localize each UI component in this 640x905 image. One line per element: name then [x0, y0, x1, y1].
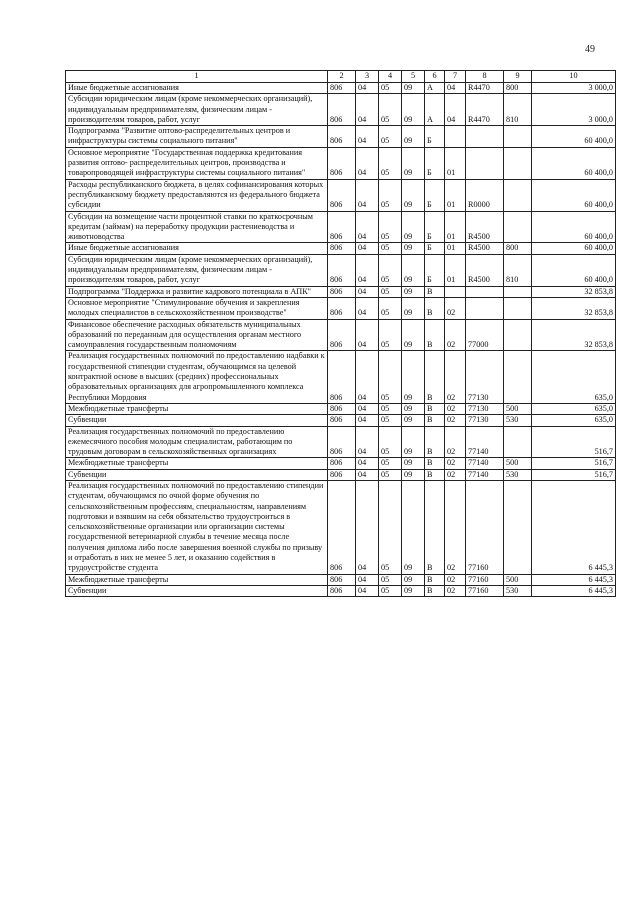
- cell-subsection: 05: [379, 126, 402, 148]
- cell-expense-type: [504, 211, 532, 243]
- cell-program: 09: [402, 83, 425, 94]
- col-header: 8: [466, 71, 504, 83]
- cell-ministry: 806: [328, 211, 356, 243]
- table-row: [66, 243, 616, 254]
- cell-event: [445, 126, 466, 148]
- cell-subsection: 05: [379, 469, 402, 480]
- cell-direction: R4470: [466, 83, 504, 94]
- cell-subsection: 05: [379, 351, 402, 403]
- table-row: [66, 297, 616, 319]
- cell-expense-type: 500: [504, 574, 532, 585]
- cell-event: 02: [445, 585, 466, 596]
- row-name: Подпрограмма "Поддержка и развитие кадрового потенциала в АПК": [66, 286, 328, 297]
- cell-ministry: 806: [328, 94, 356, 126]
- row-name: Субвенции: [66, 415, 328, 426]
- cell-event: 02: [445, 403, 466, 414]
- cell-direction: [466, 147, 504, 179]
- cell-expense-type: [504, 297, 532, 319]
- cell-program: 09: [402, 286, 425, 297]
- table-row: [66, 94, 616, 126]
- cell-amount: 635,0: [532, 351, 616, 403]
- cell-direction: R4500: [466, 211, 504, 243]
- cell-amount: 60 400,0: [532, 254, 616, 286]
- cell-ministry: 806: [328, 574, 356, 585]
- cell-amount: 3 000,0: [532, 83, 616, 94]
- cell-subsection: 05: [379, 585, 402, 596]
- cell-direction: [466, 126, 504, 148]
- table-row: [66, 126, 616, 148]
- cell-subprogram: В: [425, 469, 445, 480]
- cell-subprogram: В: [425, 480, 445, 574]
- cell-program: 09: [402, 297, 425, 319]
- cell-program: 09: [402, 351, 425, 403]
- row-name: Реализация государственных полномочий по предоставлению ежемесячного пособия молодым специалистам, работающим по трудовым договорам в сельскохозяйственных организациях: [66, 426, 328, 458]
- cell-direction: R4500: [466, 243, 504, 254]
- cell-subsection: 05: [379, 480, 402, 574]
- cell-subprogram: Б: [425, 254, 445, 286]
- cell-program: 09: [402, 469, 425, 480]
- table-row: [66, 83, 616, 94]
- cell-subprogram: Б: [425, 147, 445, 179]
- cell-expense-type: [504, 480, 532, 574]
- cell-section: 04: [356, 211, 379, 243]
- cell-expense-type: [504, 426, 532, 458]
- cell-subprogram: В: [425, 297, 445, 319]
- cell-subsection: 05: [379, 243, 402, 254]
- row-name: Субвенции: [66, 585, 328, 596]
- page-number: 49: [585, 44, 595, 55]
- cell-subprogram: В: [425, 286, 445, 297]
- row-name: Финансовое обеспечение расходных обязательств муниципальных образований по переданным для осуществления органам местного самоуправления государственным полномочиям: [66, 319, 328, 351]
- table-row: [66, 574, 616, 585]
- cell-program: 09: [402, 126, 425, 148]
- cell-program: 09: [402, 415, 425, 426]
- cell-direction: 77140: [466, 458, 504, 469]
- cell-ministry: 806: [328, 126, 356, 148]
- cell-program: 09: [402, 585, 425, 596]
- cell-amount: 60 400,0: [532, 211, 616, 243]
- row-name: Межбюджетные трансферты: [66, 574, 328, 585]
- cell-section: 04: [356, 469, 379, 480]
- table-row: [66, 480, 616, 574]
- cell-section: 04: [356, 319, 379, 351]
- cell-subsection: 05: [379, 403, 402, 414]
- cell-amount: 32 853,8: [532, 319, 616, 351]
- cell-subprogram: Б: [425, 179, 445, 211]
- cell-amount: 6 445,3: [532, 585, 616, 596]
- cell-subprogram: Б: [425, 243, 445, 254]
- cell-expense-type: 500: [504, 458, 532, 469]
- cell-subprogram: В: [425, 458, 445, 469]
- cell-ministry: 806: [328, 147, 356, 179]
- row-name: Расходы республиканского бюджета, в целях софинансирования которых республиканскому бюджету предоставляются из федерального бюджета субсидии: [66, 179, 328, 211]
- cell-direction: R0000: [466, 179, 504, 211]
- cell-ministry: 806: [328, 585, 356, 596]
- cell-section: 04: [356, 94, 379, 126]
- cell-event: 02: [445, 426, 466, 458]
- cell-direction: R4500: [466, 254, 504, 286]
- cell-section: 04: [356, 351, 379, 403]
- cell-section: 04: [356, 254, 379, 286]
- cell-amount: 516,7: [532, 426, 616, 458]
- cell-event: [445, 286, 466, 297]
- cell-section: 04: [356, 426, 379, 458]
- table-row: [66, 469, 616, 480]
- cell-section: 04: [356, 286, 379, 297]
- cell-expense-type: [504, 179, 532, 211]
- cell-subsection: 05: [379, 179, 402, 211]
- row-name: Иные бюджетные ассигнования: [66, 83, 328, 94]
- col-header: 9: [504, 71, 532, 83]
- cell-direction: 77160: [466, 574, 504, 585]
- cell-subsection: 05: [379, 83, 402, 94]
- cell-section: 04: [356, 415, 379, 426]
- cell-program: 09: [402, 480, 425, 574]
- cell-expense-type: [504, 351, 532, 403]
- cell-subsection: 05: [379, 415, 402, 426]
- cell-amount: 516,7: [532, 458, 616, 469]
- cell-direction: 77130: [466, 351, 504, 403]
- cell-ministry: 806: [328, 415, 356, 426]
- budget-table: [65, 70, 616, 597]
- cell-subprogram: Б: [425, 126, 445, 148]
- row-name: Субвенции: [66, 469, 328, 480]
- cell-event: 01: [445, 179, 466, 211]
- col-header: 7: [445, 71, 466, 83]
- row-name: Реализация государственных полномочий по предоставлению надбавки к государственной стипендии студентам, обучающимся на целевой контрактной основе в высших (средних) профессиональных образовательных организациях для агропромышленного комплекса Республики Мордовия: [66, 351, 328, 403]
- cell-section: 04: [356, 147, 379, 179]
- cell-amount: 516,7: [532, 469, 616, 480]
- cell-section: 04: [356, 403, 379, 414]
- cell-expense-type: 810: [504, 254, 532, 286]
- cell-expense-type: 810: [504, 94, 532, 126]
- table-row: [66, 403, 616, 414]
- cell-subsection: 05: [379, 319, 402, 351]
- cell-event: 02: [445, 469, 466, 480]
- cell-event: 01: [445, 211, 466, 243]
- cell-event: 04: [445, 94, 466, 126]
- cell-section: 04: [356, 585, 379, 596]
- cell-subsection: 05: [379, 147, 402, 179]
- cell-ministry: 806: [328, 286, 356, 297]
- row-name: Субсидии юридическим лицам (кроме некоммерческих организаций), индивидуальным предпринимателям, физическим лицам - производителям товаров, работ, услуг: [66, 94, 328, 126]
- row-name: Реализация государственных полномочий по предоставлению стипендии студентам, обучающимся по очной форме обучения по сельскохозяйственным профессиям, специальностям, направлениям подготовки и взявшим на себя обязательство трудоустроиться в сельскохозяйственные организации или организации системы государственной ветеринарной службы в течение месяца после получения диплома либо после завершения военной службы по призыву и отработать в них не менее 5 лет, и оказанию содействия в трудоустройстве студента: [66, 480, 328, 574]
- cell-direction: 77140: [466, 426, 504, 458]
- cell-amount: 6 445,3: [532, 480, 616, 574]
- cell-section: 04: [356, 126, 379, 148]
- cell-section: 04: [356, 480, 379, 574]
- cell-ministry: 806: [328, 254, 356, 286]
- cell-program: 09: [402, 458, 425, 469]
- cell-event: 02: [445, 458, 466, 469]
- table-row: [66, 458, 616, 469]
- cell-ministry: 806: [328, 426, 356, 458]
- cell-program: 09: [402, 254, 425, 286]
- cell-expense-type: 530: [504, 585, 532, 596]
- cell-subprogram: В: [425, 319, 445, 351]
- table-row: [66, 351, 616, 403]
- row-name: Межбюджетные трансферты: [66, 403, 328, 414]
- col-header: 6: [425, 71, 445, 83]
- cell-event: 02: [445, 319, 466, 351]
- cell-direction: 77130: [466, 403, 504, 414]
- row-name: Подпрограмма "Развитие оптово-распределительных центров и инфраструктуры системы социального питания": [66, 126, 328, 148]
- col-header: 4: [379, 71, 402, 83]
- row-name: Основное мероприятие "Стимулирование обучения и закрепления молодых специалистов в сельскохозяйственном производстве": [66, 297, 328, 319]
- cell-event: 02: [445, 415, 466, 426]
- cell-subprogram: А: [425, 94, 445, 126]
- cell-direction: 77000: [466, 319, 504, 351]
- cell-subsection: 05: [379, 458, 402, 469]
- cell-ministry: 806: [328, 403, 356, 414]
- cell-direction: R4470: [466, 94, 504, 126]
- cell-event: 01: [445, 254, 466, 286]
- cell-direction: 77130: [466, 415, 504, 426]
- cell-section: 04: [356, 297, 379, 319]
- cell-section: 04: [356, 83, 379, 94]
- table-row: [66, 211, 616, 243]
- row-name: Основное мероприятие "Государственная поддержка кредитования развития оптово- распределительных центров, производства и товаропроводящей инфраструктуры системы социального питания": [66, 147, 328, 179]
- cell-subsection: 05: [379, 286, 402, 297]
- table-row: [66, 319, 616, 351]
- cell-subsection: 05: [379, 426, 402, 458]
- cell-amount: 60 400,0: [532, 147, 616, 179]
- row-name: Субсидии на возмещение части процентной ставки по краткосрочным кредитам (займам) на переработку продукции растениеводства и животноводства: [66, 211, 328, 243]
- cell-expense-type: [504, 147, 532, 179]
- cell-subsection: 05: [379, 94, 402, 126]
- cell-expense-type: 530: [504, 469, 532, 480]
- cell-amount: 635,0: [532, 415, 616, 426]
- col-header: 1: [66, 71, 328, 83]
- cell-direction: [466, 297, 504, 319]
- cell-expense-type: [504, 126, 532, 148]
- cell-ministry: 806: [328, 319, 356, 351]
- table-row: [66, 254, 616, 286]
- cell-expense-type: 530: [504, 415, 532, 426]
- cell-ministry: 806: [328, 351, 356, 403]
- cell-direction: 77160: [466, 480, 504, 574]
- cell-subprogram: В: [425, 585, 445, 596]
- cell-event: 02: [445, 297, 466, 319]
- col-header: 5: [402, 71, 425, 83]
- cell-subprogram: В: [425, 426, 445, 458]
- cell-amount: 3 000,0: [532, 94, 616, 126]
- cell-expense-type: [504, 286, 532, 297]
- cell-event: 01: [445, 147, 466, 179]
- cell-direction: 77160: [466, 585, 504, 596]
- table-body: [66, 83, 616, 597]
- cell-program: 09: [402, 319, 425, 351]
- cell-subprogram: В: [425, 403, 445, 414]
- cell-event: 02: [445, 480, 466, 574]
- cell-subsection: 05: [379, 574, 402, 585]
- cell-ministry: 806: [328, 458, 356, 469]
- cell-program: 09: [402, 94, 425, 126]
- cell-program: 09: [402, 426, 425, 458]
- cell-amount: 32 853,8: [532, 286, 616, 297]
- table-row: [66, 147, 616, 179]
- cell-amount: 60 400,0: [532, 243, 616, 254]
- cell-subprogram: В: [425, 574, 445, 585]
- cell-section: 04: [356, 458, 379, 469]
- cell-amount: 635,0: [532, 403, 616, 414]
- cell-ministry: 806: [328, 480, 356, 574]
- cell-subsection: 05: [379, 211, 402, 243]
- cell-event: 02: [445, 351, 466, 403]
- cell-subprogram: В: [425, 415, 445, 426]
- table-row: [66, 426, 616, 458]
- col-header: 3: [356, 71, 379, 83]
- cell-amount: 60 400,0: [532, 126, 616, 148]
- cell-expense-type: 800: [504, 83, 532, 94]
- cell-subprogram: Б: [425, 211, 445, 243]
- cell-amount: 6 445,3: [532, 574, 616, 585]
- cell-program: 09: [402, 403, 425, 414]
- cell-subsection: 05: [379, 297, 402, 319]
- cell-ministry: 806: [328, 243, 356, 254]
- cell-program: 09: [402, 147, 425, 179]
- table-row: [66, 415, 616, 426]
- cell-expense-type: 800: [504, 243, 532, 254]
- cell-event: 04: [445, 83, 466, 94]
- table-row: [66, 179, 616, 211]
- cell-amount: 32 853,8: [532, 297, 616, 319]
- col-header: 2: [328, 71, 356, 83]
- header-row: [66, 71, 616, 83]
- cell-expense-type: 500: [504, 403, 532, 414]
- cell-program: 09: [402, 243, 425, 254]
- cell-ministry: 806: [328, 179, 356, 211]
- row-name: Субсидии юридическим лицам (кроме некоммерческих организаций), индивидуальным предпринимателям, физическим лицам - производителям товаров, работ, услуг: [66, 254, 328, 286]
- col-header: 10: [532, 71, 616, 83]
- row-name: Межбюджетные трансферты: [66, 458, 328, 469]
- cell-direction: [466, 286, 504, 297]
- cell-ministry: 806: [328, 83, 356, 94]
- cell-subprogram: А: [425, 83, 445, 94]
- table-row: [66, 585, 616, 596]
- cell-event: 01: [445, 243, 466, 254]
- cell-section: 04: [356, 179, 379, 211]
- cell-ministry: 806: [328, 297, 356, 319]
- row-name: Иные бюджетные ассигнования: [66, 243, 328, 254]
- cell-program: 09: [402, 179, 425, 211]
- cell-event: 02: [445, 574, 466, 585]
- cell-program: 09: [402, 211, 425, 243]
- cell-subprogram: В: [425, 351, 445, 403]
- cell-section: 04: [356, 243, 379, 254]
- table-row: [66, 286, 616, 297]
- cell-amount: 60 400,0: [532, 179, 616, 211]
- cell-subsection: 05: [379, 254, 402, 286]
- cell-section: 04: [356, 574, 379, 585]
- cell-program: 09: [402, 574, 425, 585]
- cell-direction: 77140: [466, 469, 504, 480]
- cell-ministry: 806: [328, 469, 356, 480]
- cell-expense-type: [504, 319, 532, 351]
